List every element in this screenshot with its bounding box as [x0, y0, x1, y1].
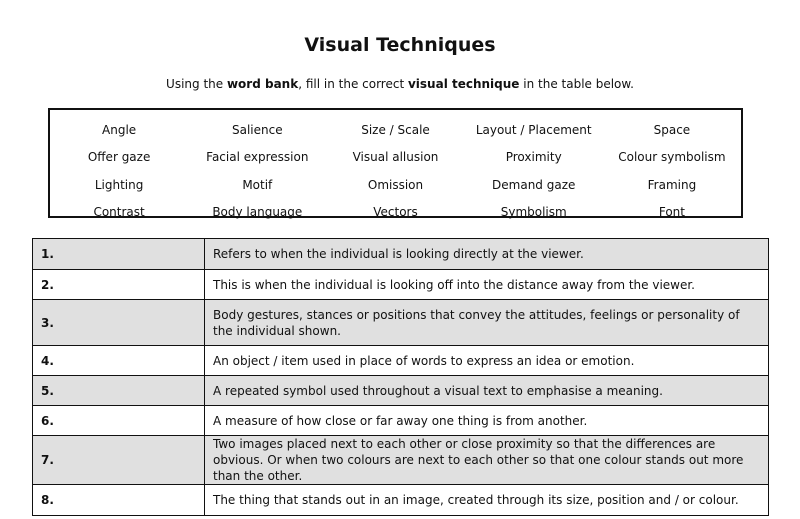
word-bank-term: Layout / Placement [475, 122, 592, 137]
word-bank [48, 108, 743, 218]
row-number: 7. [33, 436, 205, 485]
table-row [33, 300, 769, 346]
row-number: 4. [33, 346, 205, 376]
instructions-bold-word-bank: word bank [226, 77, 299, 91]
row-number: 5. [33, 376, 205, 406]
word-bank-term: Offer gaze [87, 150, 151, 165]
row-number: 6. [33, 406, 205, 436]
instructions-text-2: , fill in the correct [298, 77, 408, 91]
word-bank-term: Vectors [373, 205, 418, 220]
word-bank-term: Visual allusion [352, 150, 439, 165]
row-number: 3. [33, 300, 205, 346]
word-bank-term: Symbolism [500, 205, 567, 220]
word-bank-term: Space [653, 122, 691, 137]
word-bank-row [50, 171, 741, 199]
table-row [33, 346, 769, 376]
row-definition: Two images placed next to each other or close proximity so that the differences are obvious. Or when two colours are next to each other so that one colour stands out more than the other. [205, 436, 769, 485]
word-bank-term: Facial expression [206, 150, 309, 165]
word-bank-term: Size / Scale [361, 122, 430, 137]
word-bank-term: Demand gaze [492, 177, 576, 192]
word-bank-row [50, 116, 741, 144]
row-number: 8. [33, 485, 205, 516]
instructions [0, 77, 800, 91]
row-definition: Body gestures, stances or positions that convey the attitudes, feelings or personality of the individual shown. [205, 300, 769, 346]
row-definition: A repeated symbol used throughout a visual text to emphasise a meaning. [205, 376, 769, 406]
word-bank-term: Lighting [94, 177, 144, 192]
instructions-text-3: in the table below. [519, 77, 634, 91]
table-row [33, 406, 769, 436]
row-definition: The thing that stands out in an image, created through its size, position and / or colour. [205, 485, 769, 516]
table-row [33, 485, 769, 516]
word-bank-term: Contrast [93, 205, 145, 220]
row-number: 1. [33, 239, 205, 270]
row-definition: An object / item used in place of words to express an idea or emotion. [205, 346, 769, 376]
row-number: 2. [33, 270, 205, 300]
table-row [33, 270, 769, 300]
word-bank-row [50, 199, 741, 227]
word-bank-term: Salience [232, 122, 283, 137]
word-bank-term: Omission [367, 177, 424, 192]
word-bank-term: Angle [102, 122, 137, 137]
page-title: Visual Techniques [304, 34, 496, 56]
word-bank-term: Motif [242, 177, 273, 192]
word-bank-row [50, 144, 741, 172]
word-bank-term: Font [658, 205, 685, 220]
table-row [33, 436, 769, 485]
instructions-text-1: Using the [166, 77, 227, 91]
word-bank-term: Framing [647, 177, 697, 192]
word-bank-term: Proximity [505, 150, 562, 165]
table-row [33, 239, 769, 270]
table-row [33, 376, 769, 406]
row-definition: A measure of how close or far away one thing is from another. [205, 406, 769, 436]
instructions-bold-visual-technique: visual technique [407, 77, 520, 91]
row-definition: This is when the individual is looking off into the distance away from the viewer. [205, 270, 769, 300]
answer-table [32, 238, 769, 516]
word-bank-term: Colour symbolism [618, 150, 726, 165]
word-bank-term: Body language [212, 205, 303, 220]
row-definition: Refers to when the individual is looking directly at the viewer. [205, 239, 769, 270]
